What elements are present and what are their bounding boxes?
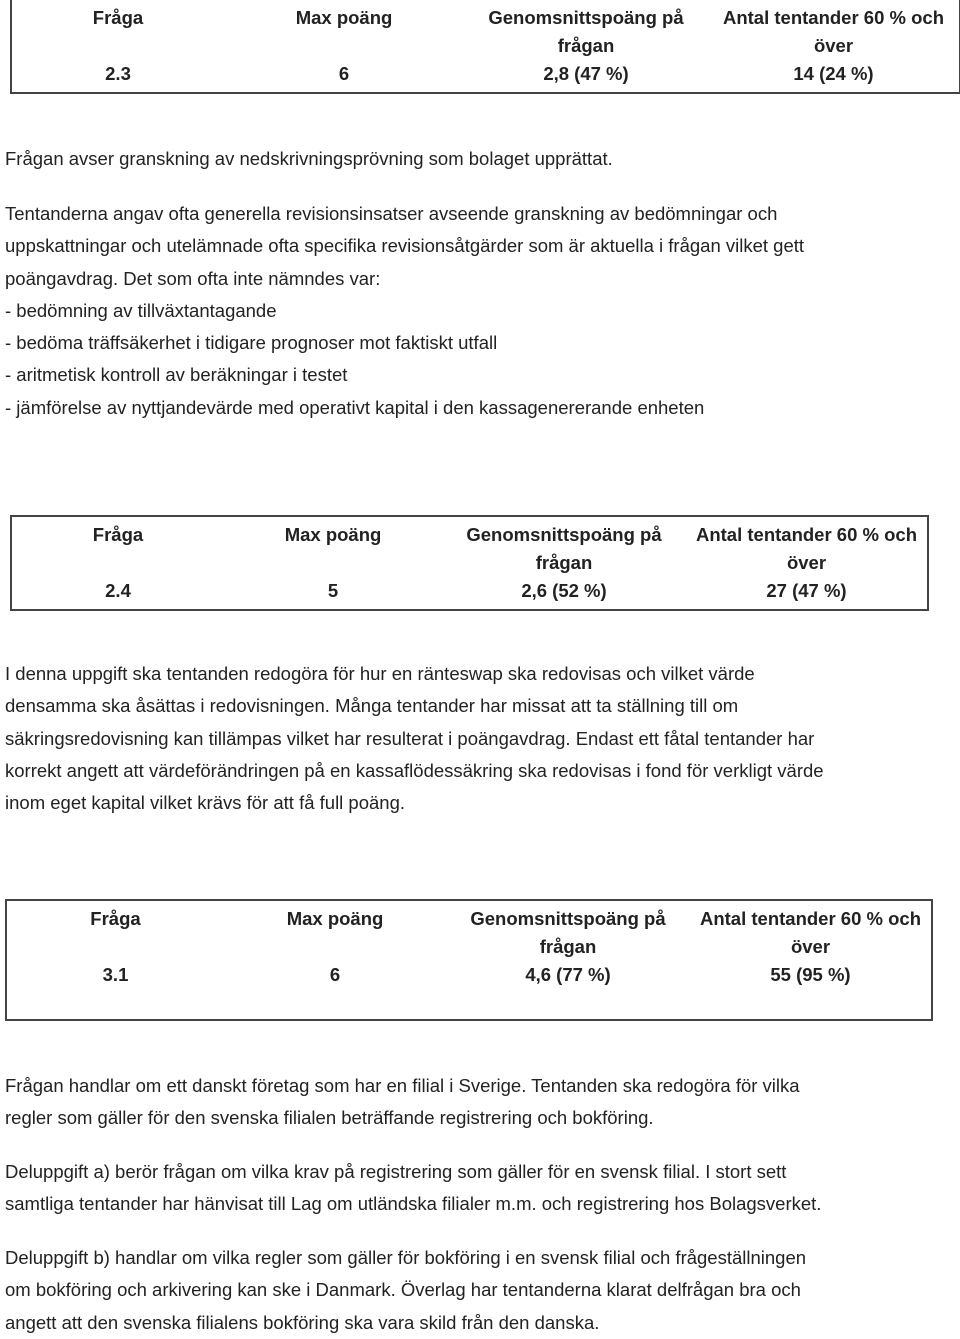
cell-average-points: 2,8 (47 %) (543, 63, 629, 84)
list-item: - aritmetisk kontroll av beräkningar i testet (5, 364, 348, 386)
table-row (11, 60, 960, 93)
text-line: inom eget kapital vilket krävs för att få full poäng. (5, 792, 406, 814)
text-line: om bokföring och arkivering kan ske i Danmark. Överlag har tentanderna klarat delfrågan bra och (5, 1279, 801, 1301)
cell-candidates-60-percent: 14 (24 %) (793, 63, 874, 84)
list-item: - jämförelse av nyttjandevärde med operativt kapital i den kassagenererande enheten (5, 396, 705, 418)
table-header-row (11, 516, 928, 577)
cell-candidates-60-percent: 55 (95 %) (770, 964, 851, 985)
cell-question: 2.3 (105, 63, 131, 84)
results-table-3-1 (5, 899, 933, 1021)
paragraph-question-2-3-comments (5, 198, 955, 424)
text-line: samtliga tentander har hänvisat till Lag om utländska filialer m.m. och registrering hos Bolagsverket. (5, 1193, 822, 1215)
text-line: Frågan avser granskning av nedskrivningsprövning som bolaget upprättat. (5, 148, 613, 169)
paragraph-question-3-1-intro (5, 1070, 955, 1135)
list-item: - bedömning av tillväxtantagande (5, 299, 277, 321)
cell-question: 2.4 (105, 580, 131, 601)
header-average-points: Genomsnittspoäng på frågan (488, 7, 684, 56)
table-header-row (11, 0, 960, 60)
header-candidates-60-percent: Antal tentander 60 % och över (722, 7, 944, 56)
header-candidates-60-percent: Antal tentander 60 % och över (699, 908, 921, 957)
cell-candidates-60-percent: 27 (47 %) (766, 580, 847, 601)
header-question: Fråga (92, 524, 144, 545)
cell-max-points: 6 (338, 63, 350, 84)
text-line: densamma ska åsättas i redovisningen. Många tentander har missat att ta ställning till om (5, 695, 739, 717)
cell-max-points: 6 (329, 964, 341, 985)
header-max-points: Max poäng (286, 908, 384, 929)
table-header-row (6, 900, 932, 961)
list-item: - bedöma träffsäkerhet i tidigare prognoser mot faktiskt utfall (5, 332, 498, 354)
results-table-2-3 (10, 0, 960, 94)
table-row (11, 577, 928, 610)
text-line: uppskattningar och utelämnade ofta specifika revisionsåtgärder som är aktuella i frågan vilket gett (5, 235, 805, 257)
text-line: korrekt angett att värdeförändringen på en kassaflödessäkring ska redovisas i fond för verkligt värde (5, 759, 824, 781)
text-line: Tentanderna angav ofta generella revisionsinsatser avseende granskning av bedömningar och (5, 203, 778, 224)
table-row (6, 961, 932, 1020)
text-line: säkringsredovisning kan tillämpas vilket har resulterat i poängavdrag. Endast ett fåtal tentander har (5, 727, 815, 749)
text-line: regler som gäller för den svenska filialen beträffande registrering och bokföring. (5, 1107, 654, 1129)
header-max-points: Max poäng (284, 524, 382, 545)
header-question: Fråga (90, 908, 141, 929)
cell-average-points: 2,6 (52 %) (521, 580, 607, 601)
text-line: angett att den svenska filialens bokföring ska vara skild från den danska. (5, 1311, 600, 1333)
cell-max-points: 5 (327, 580, 339, 601)
text-line: Deluppgift a) berör frågan om vilka krav på registrering som gäller för en svensk filial. I stort sett (5, 1161, 787, 1182)
text-line: Deluppgift b) handlar om vilka regler som gäller för bokföring i en svensk filial och frågeställningen (5, 1247, 807, 1268)
header-average-points: Genomsnittspoäng på frågan (470, 908, 666, 957)
header-average-points: Genomsnittspoäng på frågan (466, 524, 662, 573)
paragraph-subtask-b (5, 1242, 955, 1339)
header-max-points: Max poäng (295, 7, 393, 28)
results-table-2-4 (10, 515, 929, 611)
text-line: poängavdrag. Det som ofta inte nämndes var: (5, 267, 381, 289)
header-candidates-60-percent: Antal tentander 60 % och över (695, 524, 917, 573)
cell-question: 3.1 (102, 964, 129, 985)
paragraph-subtask-a (5, 1156, 955, 1221)
paragraph-question-2-3-intro (5, 143, 955, 175)
header-question: Fråga (92, 7, 144, 28)
paragraph-question-2-4-comments (5, 658, 955, 819)
text-line: Frågan handlar om ett danskt företag som har en filial i Sverige. Tentanden ska redogöra för vilka (5, 1075, 800, 1096)
cell-average-points: 4,6 (77 %) (525, 964, 611, 985)
text-line: I denna uppgift ska tentanden redogöra för hur en ränteswap ska redovisas och vilket värde (5, 663, 755, 684)
